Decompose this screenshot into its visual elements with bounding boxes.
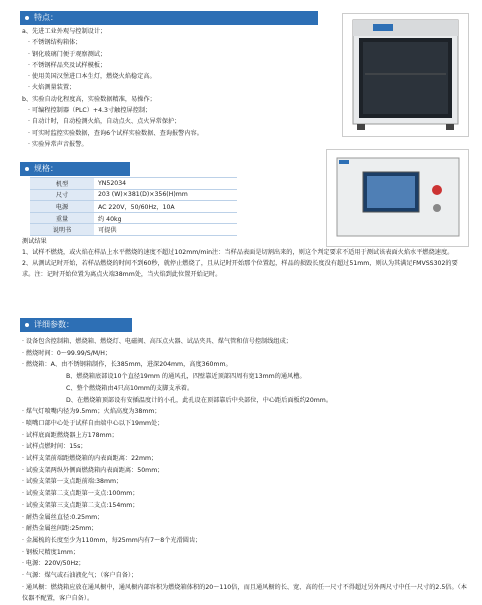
spec-value: YN52034 [94, 178, 237, 190]
feature-item: · 火焰测量装置； [28, 84, 76, 92]
feature-item: · 不锈钢结构箱体； [28, 39, 82, 47]
features-tag-label: 特点： [34, 13, 58, 22]
results-title: 测试结果 [22, 238, 47, 245]
spec-key: 机型 [30, 178, 94, 190]
detail-item: · 试验支架第二支点距第一支点:100mm； [22, 490, 139, 498]
detail-item: · 试验支架第一支点距前端:38mm； [22, 478, 123, 486]
detail-item: · 耐热金属丝直径:0.25mm； [22, 513, 104, 521]
spec-table [30, 177, 237, 236]
spec-row [30, 212, 237, 224]
detail-item: · 试样底面距燃烧器上方178mm； [22, 431, 118, 439]
details-tag [20, 318, 132, 332]
detail-item: · 喷嘴口部中心处于试样自由端中心以下19mm处； [22, 419, 164, 427]
controller-photo [326, 149, 469, 247]
detail-item: · 金属梳的长度至少为110mm，每25mm内有7～8个光滑圆齿； [22, 536, 202, 544]
spec-value: 203 (W)×381(D)×356(H)mm [94, 189, 237, 201]
feature-item: · 可实时监控实验数据，查询6个试样实验数据、查询报警内容。 [28, 129, 203, 137]
feature-item: b、实验自动化程度高，实验数据精准，易操作； [22, 95, 156, 103]
spec-row [30, 224, 237, 236]
features-list [22, 26, 322, 150]
detail-item: B、燃烧箱底部设10个直径19mm 的通风孔，四壁靠近顶部四周有宽13mm的通风槽。 [66, 373, 306, 381]
spec-key: 重量 [30, 212, 94, 224]
spec-tag [20, 162, 130, 176]
bullet-dot-icon [25, 323, 29, 327]
detail-item: · 钢板尺精度1mm； [22, 548, 80, 556]
combustion-chamber-photo [342, 13, 469, 137]
details-list [22, 336, 470, 605]
detail-item: · 试样点燃时间：15s； [22, 443, 87, 451]
detail-item: C、整个燃烧箱由4只高10mm的支脚支承着。 [66, 384, 194, 392]
detail-item: · 试样支架前端距燃烧箱的内表面距离：22mm； [22, 455, 158, 463]
detail-item: D、在燃烧箱顶部设有安插温度计的小孔，此孔设在顶部靠后中央部位，中心距后面板约20mm。 [66, 396, 333, 404]
detail-item: · 通风橱：燃烧箱应放在通风橱中，通风橱内部容积为燃烧箱体积的20～110倍，而且通风橱的长、宽、高的任一尺寸不得超过另外两尺寸中任一尺寸的2.5倍。（本仪器不配置，客户自备）。 [22, 583, 467, 603]
bullet-dot-icon [25, 16, 29, 20]
spec-key: 电源 [30, 201, 94, 213]
test-results [22, 236, 467, 280]
feature-item: · 自动计时，自动检测火焰，自动点火、点火异常保护； [28, 118, 181, 126]
detail-item: · 设备包含控制箱、燃烧箱、燃烧灯、电磁阀、高压点火器、试品夹具、煤气管和信号控制线组成； [22, 338, 292, 345]
feature-item: a、先进工业外观与控制设计； [22, 28, 107, 35]
spec-value: 约 40kg [94, 212, 237, 224]
feature-item: · 钢化玻璃门便于观察测试； [28, 50, 107, 58]
spec-value: AC 220V，50/60Hz，10A [94, 201, 237, 213]
result-item-1: 1、试样不燃烧，或火焰在样品上水平燃烧的速度不超过102mm/min注：当样品表面是切割出来的，则这个判定要求不适用于测试该表面火焰水平燃烧速度。 [22, 249, 454, 256]
detail-item: · 试验支架第三支点距第二支点:154mm； [22, 501, 139, 509]
features-tag [20, 11, 318, 25]
feature-item: · 可编程控制器（PLC）+4.3寸触控屏控制； [28, 107, 152, 115]
feature-item: · 使用美国汉堡进口本生灯，燃烧火焰稳定高。 [28, 73, 156, 81]
detail-item: · 燃烧时间：0～99.99/S/M/H； [22, 349, 112, 357]
result-item-2: 2、从测试记时开始，若样品燃烧的时间不到60秒，就停止燃烧了，且从记时开始那个位置起，样品的损毁长度没有超过51mm，则认为其满足FMVSS302的要求。注：记时开始位置为离点火端38mm处，当火焰到此位置开始记时。 [22, 260, 458, 278]
detail-item: · 耐热金属丝间距:25mm； [22, 525, 98, 533]
spec-value: 可提供 [94, 224, 237, 236]
detail-item: · 燃烧箱：A、由不锈钢箱制作，长385mm，进深204mm，高度360mm。 [22, 361, 232, 369]
detail-item: · 煤气灯喷嘴内径为9.5mm；火焰高度为38mm； [22, 408, 161, 416]
feature-item: · 不锈钢样品夹及试样模板； [28, 61, 107, 69]
feature-item: · 实验异常声音报警。 [28, 140, 88, 148]
bullet-dot-icon [25, 167, 29, 171]
detail-item: · 试验支架两纵外侧面燃烧箱内表面距离：50mm； [22, 466, 164, 474]
spec-row [30, 189, 237, 201]
spec-row [30, 178, 237, 190]
detail-item: · 气源：煤气或石油液化气；（客户自备）； [22, 572, 138, 580]
detail-item: · 电源：220V/50Hz； [22, 560, 85, 568]
spec-key: 说明书 [30, 224, 94, 236]
details-tag-label: 详细参数： [34, 320, 74, 329]
spec-row [30, 201, 237, 213]
spec-tag-label: 规格： [34, 164, 58, 173]
spec-key: 尺寸 [30, 189, 94, 201]
